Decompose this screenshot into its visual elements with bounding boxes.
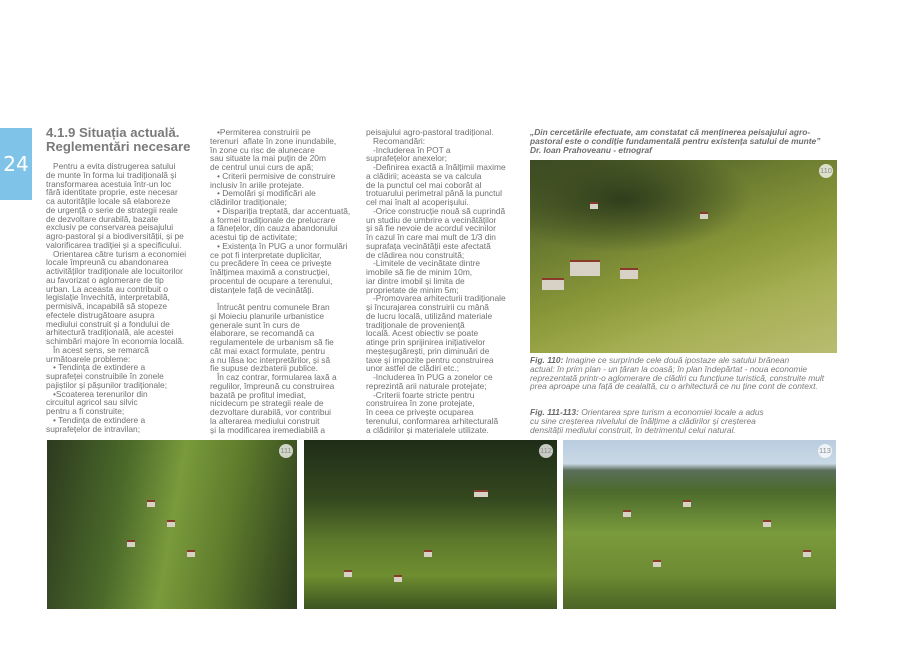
text-column-1: Pentru a evita distrugerea satului de munte în forma lui tradițională și transformarea acestuia într-un loc fără identitate proprie, este necesar ca autoritățile locale să elaboreze de urgență o serie de strategii reale de dezvoltare durabilă, bazate exclusiv pe conservarea peisajului agro-pastoral și a biodiversității, și pe valorificarea tradiției și a specificului. Orientarea către turism a economiei locale împreună cu abandonarea activităților tradiționale ale locuitorilor au favorizat o aglomerare de tip urban. La aceasta au contribuit o legislație învechită, interpretabilă, permisivă, incapabilă să stopeze efectele distrugătoare asupra mediului construit și a fondului de arhitectură tradițională, ale acestei schimbări majore în economia locală. În acest sens, se remarcă următoarele probleme: • Tendința de extindere a suprafeței construibile în zonele pajiștilor și pășunilor tradiționale; •Scoaterea terenurilor din circuitul agricol sau silvic pentru a fi construite; • Tendința de extindere a suprafețelor de intravilan; <box>46 161 187 434</box>
figure-badge: 112 <box>539 444 553 458</box>
caption-label: Fig. 110: <box>530 355 564 365</box>
figure-badge: 111 <box>279 444 293 458</box>
caption-fig-110 <box>530 356 824 391</box>
page-number: 24 <box>0 128 32 200</box>
caption-text: Imagine ce surprinde cele două ipostaze ale satului brănean actual: în prim plan - un țăran la coasă; în plan îndepărtat - noua economie reprezentată printr-o aglomerare de clădiri cu funcțiune turistică, construite mult prea aproape una față de cealaltă, cu o arhitectură ce nu ține cont de context. <box>530 355 825 392</box>
figure-badge: 110 <box>819 164 833 178</box>
text-column-3: peisajului agro-pastoral tradițional. Recomandări: -Includerea în POT a suprafețelor anexelor; -Definirea exactă a înălțimii maxime a clădirii; aceasta se va calcula de la punctul cel mai coborât al trotuarului perimetral până la punctul cel mai înalt al acoperișului. -Orice construcție nouă să cuprindă un studiu de umbrire a vecinătăților și să fie nevoie de acordul vecinilor în cazul în care mai mult de 1/3 din suprafața vecinătății este afectată de clădirea nou construită; -Limitele de vecinătate dintre imobile să fie de minim 10m, iar dintre imobil și limita de proprietate de minim 5m; -Promovarea arhitecturii tradiționale și încurajarea construirii cu mână de lucru locală, utilizând materiale tradiționale de proveniență locală. Acest obiectiv se poate atinge prin sprijinirea inițiativelor meșteșugărești, prin diminuări de taxe și impozite pentru construirea unor astfel de clădiri etc.; -Includerea în PUG a zonelor ce reprezintă arii naturale protejate; -Criterii foarte stricte pentru construirea în zone protejate, în ceea ce privește ocuparea terenului, conformarea arhitecturală a clădirilor și materialele utilizate. <box>366 127 506 435</box>
text-column-2: •Permiterea construirii pe terenuri aflate în zone inundabile, în zone cu risc de alunecare sau situate la mai puțin de 20m de centrul unui curs de apă; • Criterii permisive de construire inclusiv în ariile protejate. • Demolări și modificări ale clădirilor tradiționale; • Dispariția treptată, dar accentuată, a formei tradiționale de prelucrare a fânețelor, din cauza abandonului acestui tip de activitate; • Existența în PUG a unor formulări ce pot fi interpretate duplicitar, cu precădere în ceea ce privește înălțimea maximă a construcției, procentul de ocupare a terenului, distanțele față de vecinătăți. Întrucât pentru comunele Bran și Moieciu planurile urbanistice generale sunt în curs de elaborare, se recomandă ca regulamentele de urbanism să fie cât mai exact formulate, pentru a nu lăsa loc interpretărilor, și să fie supuse dezbaterii publice. În caz contrar, formularea laxă a regulilor, împreună cu construirea bazată pe profitul imediat, nicidecum pe strategii reale de dezvoltare durabilă, vor contribui la alterarea mediului construit și la modificarea iremediabilă a <box>210 127 351 435</box>
section-heading: 4.1.9 Situația actuală. Reglementări necesare <box>46 125 191 154</box>
photo-fig-111 <box>47 440 297 609</box>
photo-fig-113 <box>563 440 836 609</box>
quote: „Din cercetările efectuate, am constatat că menținerea peisajului agro- pastoral este o condiție fundamentală pentru existența satului de munte” Dr. Ioan Prahoveanu - etnograf <box>530 127 821 155</box>
caption-label: Fig. 111-113: <box>530 407 579 417</box>
caption-fig-111-113 <box>530 408 764 434</box>
figure-badge: 113 <box>818 444 832 458</box>
photo-fig-110 <box>530 160 837 353</box>
photo-fig-112 <box>304 440 557 609</box>
caption-text: Orientarea spre turism a economiei locale a adus cu sine creșterea nivelului de înălțime a clădirilor și creșterea densității mediului construit, în detrimentul celui natural. <box>530 407 764 435</box>
